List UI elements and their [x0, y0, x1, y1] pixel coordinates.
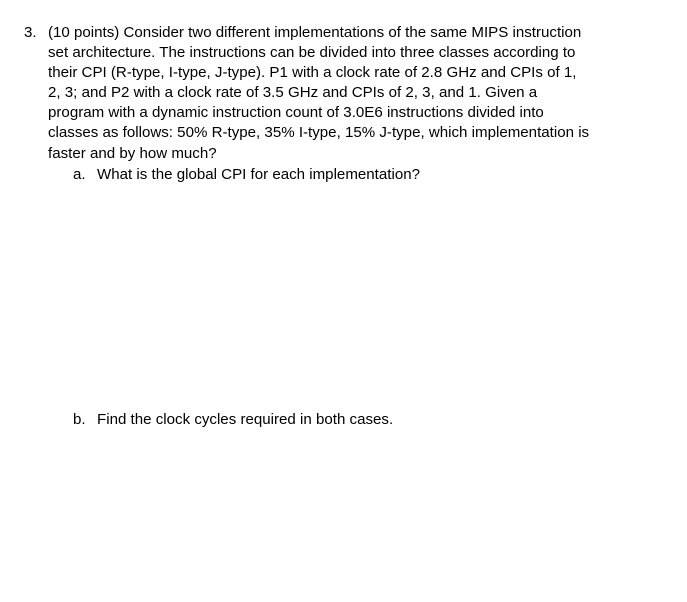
subquestion-letter: b.	[73, 411, 86, 428]
question-line: (10 points) Consider two different implementations of the same MIPS instruction	[48, 24, 582, 41]
question-line: their CPI (R-type, I-type, J-type). P1 with a clock rate of 2.8 GHz and CPIs of 1,	[48, 64, 577, 82]
subquestion-text: What is the global CPI for each implementation?	[97, 166, 421, 183]
subquestion-a	[73, 165, 420, 185]
question-line: 2, 3; and P2 with a clock rate of 3.5 GHz and CPIs of 2, 3, and 1. Given a	[48, 84, 538, 102]
question-line: faster and by how much?	[48, 144, 217, 162]
subquestion-letter: a.	[73, 166, 86, 183]
question-number: 3.	[24, 24, 37, 41]
question-line: program with a dynamic instruction count of 3.0E6 instructions divided into	[48, 104, 544, 122]
subquestion-text: Find the clock cycles required in both cases.	[97, 411, 394, 428]
subquestion-b	[73, 410, 393, 430]
question-line: set architecture. The instructions can be divided into three classes according to	[48, 44, 576, 62]
question-line: classes as follows: 50% R-type, 35% I-type, 15% J-type, which implementation is	[48, 124, 590, 142]
question-text	[48, 23, 644, 164]
